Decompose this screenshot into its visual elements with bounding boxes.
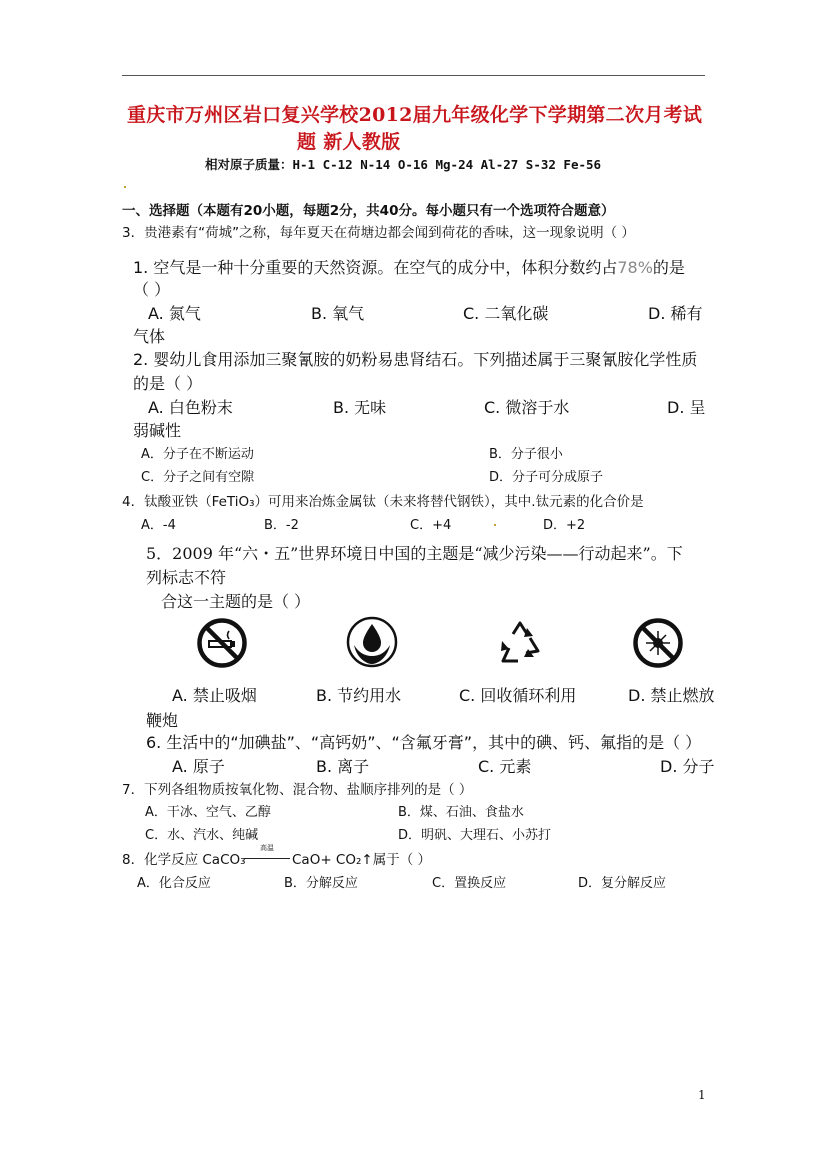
q3-option-b: B．分子很小 [489,447,563,462]
q2-stem: 2. 婴幼儿食用添加三聚氰胺的奶粉易患肾结石。下列描述属于三聚氰胺化学性质 [133,350,698,369]
q2-option-a: A. 白色粉末 [148,398,233,417]
q8-option-d: D．复分解反应 [578,876,667,891]
q8-option-c: C．置换反应 [432,876,507,891]
q5-option-c: C. 回收循环利用 [459,686,577,705]
q1-option-b: B. 氧气 [311,304,365,323]
q8-option-b: B．分解反应 [284,876,358,891]
q8-condition-bar [244,858,290,859]
q6-stem: 6. 生活中的“加碘盐”、“高钙奶”、“含氟牙膏”，其中的碘、钙、氟指的是（ ） [146,733,702,752]
q2-option-b: B. 无味 [333,398,387,417]
q1-option-d-cont: 气体 [133,327,166,346]
q1-option-c: C. 二氧化碳 [463,304,549,323]
q5-option-b: B. 节约用水 [316,686,402,705]
q1-paren: （ ） [133,280,171,299]
q4-option-c: C．+4 [410,518,452,533]
q5-option-d-cont: 鞭炮 [146,711,179,730]
q7-option-b: B．煤、石油、食盐水 [398,805,524,820]
q3-option-a: A．分子在不断运动 [141,447,254,462]
doc-title-line1: 重庆市万州区岩口复兴学校2012届九年级化学下学期第二次月考试 [127,104,703,126]
header-rule [122,75,705,76]
q6-option-a: A. 原子 [172,757,225,776]
q2-option-c: C. 微溶于水 [484,398,570,417]
q5-option-d: D. 禁止燃放 [628,686,715,705]
section-1-heading: 一、选择题（本题有20小题，每题2分，共40分。每小题只有一个选项符合题意） [122,203,615,219]
q3-option-c: C．分子之间有空隙 [141,470,255,485]
q6-option-d: D. 分子 [660,757,715,776]
stray-mark [124,186,126,188]
q7-option-c: C．水、汽水、纯碱 [145,828,259,843]
q1-stem-b: 的是 [652,258,685,277]
q5-stem-cont2: 合这一主题的是（ ） [161,592,311,611]
q8-stem-b: CaO+ CO₂↑属于（ ） [292,852,431,868]
q7-option-a: A．干冰、空气、乙醇 [145,805,271,820]
no-smoking-icon [196,617,248,669]
recycle-icon [494,617,546,669]
page-number: 1 [698,1088,706,1102]
q7-option-d: D．明矾、大理石、小苏打 [398,828,552,843]
q2-stem-cont: 的是（ ） [133,374,203,393]
q1-percent: 78% [617,258,653,277]
atomic-masses: 相对原子质量：H-1 C-12 N-14 O-16 Mg-24 Al-27 S-32 Fe-56 [205,157,602,172]
q1-stem-a: 1. 空气是一种十分重要的天然资源。在空气的成分中，体积分数约占 [133,258,618,277]
q1-option-d: D. 稀有 [648,304,703,323]
q7-stem: 7．下列各组物质按氧化物、混合物、盐顺序排列的是（ ） [122,782,473,798]
q6-option-c: C. 元素 [478,757,532,776]
q5-option-a: A. 禁止吸烟 [172,686,257,705]
q4-stem: 4．钛酸亚铁（FeTiO₃）可用来冶炼金属钛（未来将替代钢铁），其中.钛元素的化合价是 [122,494,644,510]
q6-option-b: B. 离子 [316,757,370,776]
doc-title-line2: 题 新人教版 [297,131,401,153]
q5-stem-cont: 列标志不符 [146,568,227,587]
q4-option-d: D．+2 [543,518,586,533]
q8-option-a: A．化合反应 [137,876,211,891]
q8-stem-a: 8．化学反应 CaCO₃ [122,852,246,868]
q4-option-b: B．-2 [264,518,299,533]
q1-option-a: A. 氮气 [148,304,201,323]
q5-stem: 5．2009 年“六・五”世界环境日中国的主题是“减少污染——行动起来”。下 [146,544,683,563]
save-water-icon [345,615,399,669]
q1-stem [133,255,685,278]
stray-mark [494,524,496,526]
q2-option-d-cont: 弱碱性 [133,421,182,440]
q3-stem: 3．贵港素有“荷城”之称，每年夏天在荷塘边都会闻到荷花的香味，这一现象说明（ ） [122,225,635,241]
q8-condition: 高温 [260,844,274,852]
q3-option-d: D．分子可分成原子 [489,470,604,485]
no-fireworks-icon [632,617,684,669]
q2-option-d: D. 呈 [667,398,706,417]
q4-option-a: A．-4 [141,518,176,533]
